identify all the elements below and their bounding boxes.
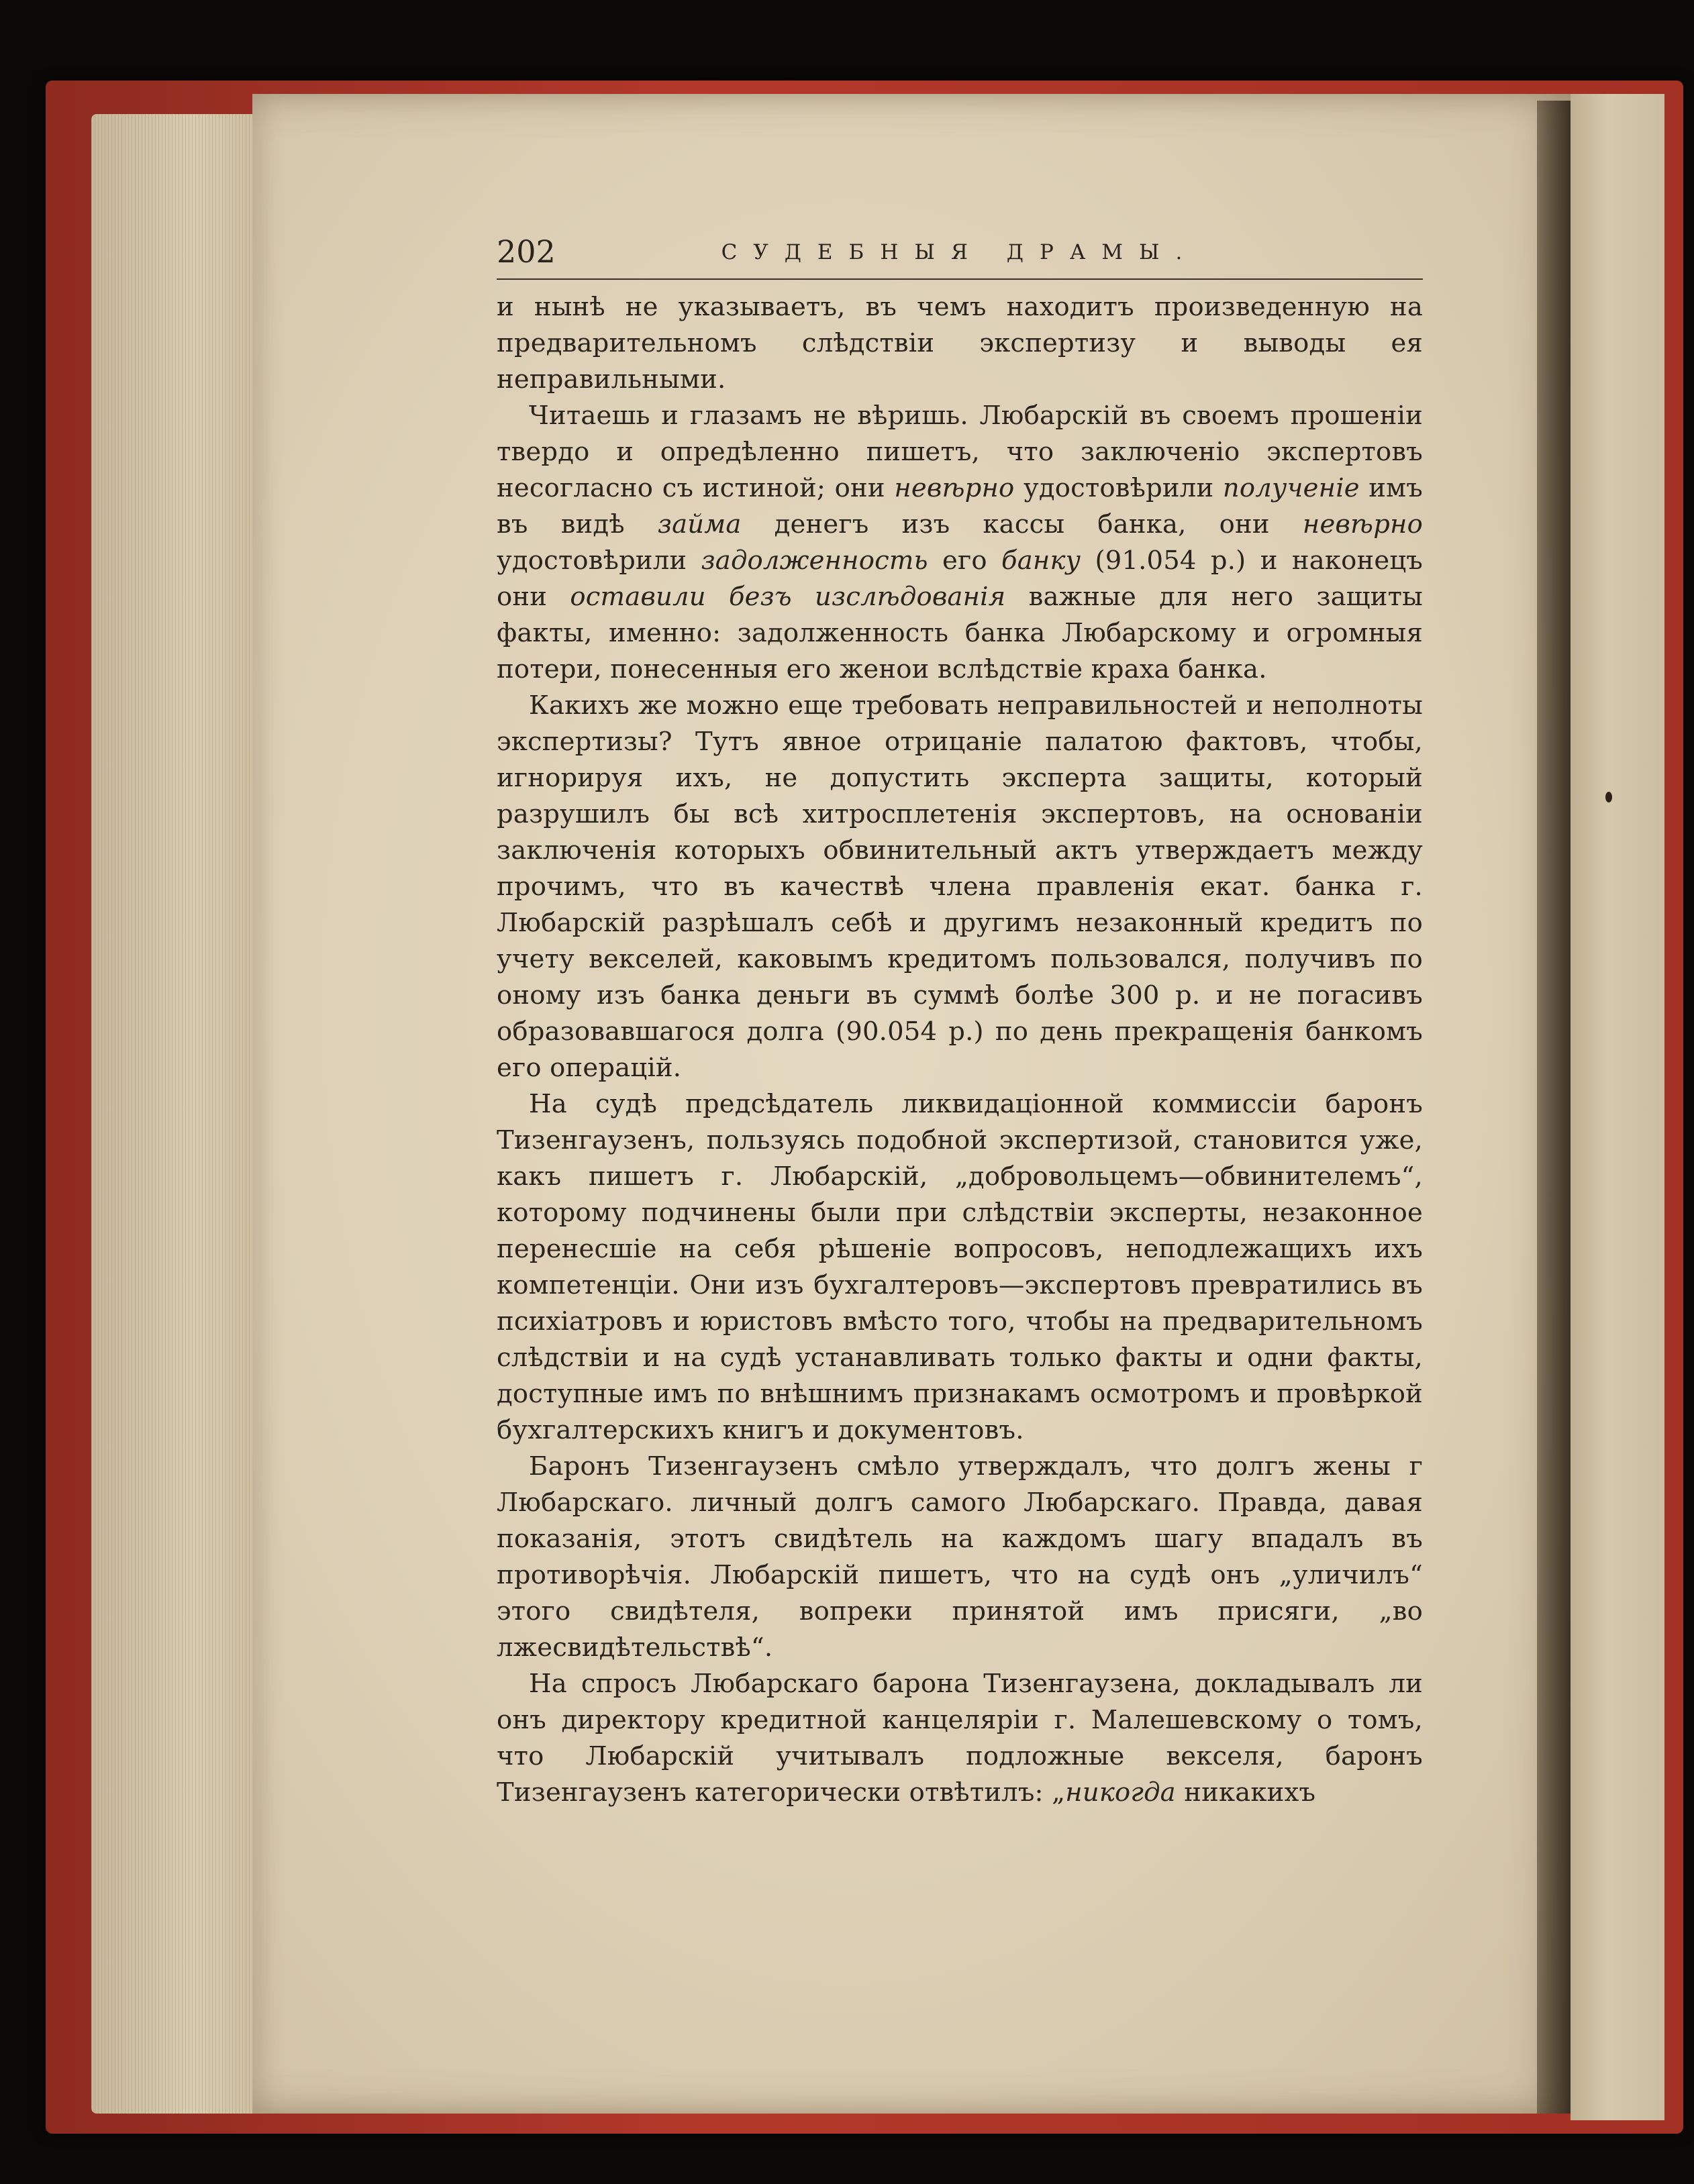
text-run: удостовѣрили	[1014, 473, 1223, 503]
italic-text: невѣрно	[1302, 509, 1423, 539]
running-title: СУДЕБНЫЯ ДРАМЫ.	[721, 240, 1199, 264]
italic-text: банку	[1001, 545, 1081, 576]
paragraph	[497, 688, 1423, 1086]
text-run: На спросъ Любарскаго барона Тизенгаузена, докладывалъ ли онъ директору кредитной канцеляріи г. Малешевскому о томъ, что Любарскій учитывалъ подложные векселя, баронъ Тизенгаузенъ категорически отвѣтилъ: „	[497, 1669, 1423, 1808]
italic-text: невѣрно	[894, 473, 1015, 503]
page-number: 202	[497, 233, 556, 270]
text-run: его	[928, 545, 1002, 576]
text-run: Читаешь и глазамъ не вѣришь. Любарскій въ своемъ прошеніи твердо и опредѣленно пишетъ, что заключеніо экспертовъ несогласно съ истиной; они	[497, 401, 1423, 503]
paragraph	[497, 1666, 1423, 1811]
text-run: и нынѣ не указываетъ, въ чемъ находитъ произведенную на предварительномъ слѣдствіи экспертизу и выводы ея неправильными.	[497, 292, 1423, 395]
text-run: Баронъ Тизенгаузенъ смѣло утверждалъ, что долгъ жены г Любарскаго. личный долгъ самого Любарскаго. Правда, давая показанія, этотъ свидѣтель на каждомъ шагу впадалъ въ противорѣчія. Любарскій пишетъ, что на судѣ онъ „уличилъ“ этого свидѣтеля, вопреки принятой имъ присяги, „во лжесвидѣтельствѣ“.	[497, 1451, 1423, 1663]
italic-text: задолженность	[701, 545, 928, 576]
text-run: важные для него защиты факты, именно: задолженность банка Любарскому и огромныя потери, понесенныя его женои вслѣдствіе краха банка.	[497, 582, 1424, 684]
paragraph	[497, 289, 1423, 398]
ink-blot	[1605, 792, 1612, 802]
paragraph	[497, 1449, 1423, 1666]
text-run: денегъ изъ кассы банка, они	[741, 509, 1303, 539]
text-run: Какихъ же можно еще требовать неправильностей и неполноты экспертизы? Тутъ явное отрицаніе палатою фактовъ, чтобы, игнорируя ихъ, не допустить эксперта защиты, который разрушилъ бы всѣ хитросплетенія экспертовъ, на основаніи заключенія которыхъ обвинительный актъ утверждаетъ между прочимъ, что въ качествѣ члена правленія екат. банка г. Любарскій разрѣшалъ себѣ и другимъ незаконный кредитъ по учету векселей, каковымъ кредитомъ пользовался, получивъ по оному изъ банка деньги въ суммѣ болѣе 300 р. и не погасивъ образовавшагося долга (90.054 р.) по день прекращенія банкомъ его операцій.	[497, 690, 1423, 1083]
italic-text: займа	[657, 509, 742, 539]
text-run: (91.054 р.) и наконецъ они	[497, 545, 1423, 612]
text-run: На судѣ предсѣдатель ликвидаціонной коммиссіи баронъ Тизенгаузенъ, пользуясь подобной экспертизой, становится уже, какъ пишетъ г. Любарскій, „добровольцемъ—обвинителемъ“, которому подчинены были при слѣдствіи эксперты, незаконное перенесшіе на себя рѣшеніе вопросовъ, неподлежащихъ ихъ компетенціи. Они изъ бухгалтеровъ—экспертовъ превратились въ психіатровъ и юристовъ вмѣсто того, чтобы на предварительномъ слѣдствіи и на судѣ устанавливать только факты и одни факты, доступные имъ по внѣшнимъ признакамъ осмотромъ и провѣркой бухгалтерскихъ книгъ и документовъ.	[497, 1089, 1423, 1445]
paragraph	[497, 398, 1423, 688]
italic-text: никогда	[1065, 1777, 1176, 1808]
page-gutter-shadow	[1537, 101, 1571, 2114]
page-content	[497, 231, 1423, 1811]
page-stack-edges	[91, 114, 259, 2114]
text-run: удостовѣрили	[497, 545, 701, 576]
page-header	[497, 231, 1423, 280]
italic-text: оставили безъ изслѣдованія	[570, 582, 1006, 612]
next-page-edge	[1571, 94, 1664, 2120]
paragraph	[497, 1086, 1423, 1449]
body-text	[497, 289, 1423, 1811]
text-run: никакихъ	[1175, 1777, 1316, 1808]
italic-text: полученіе	[1222, 473, 1360, 503]
text-run: имъ въ видѣ	[497, 473, 1424, 539]
